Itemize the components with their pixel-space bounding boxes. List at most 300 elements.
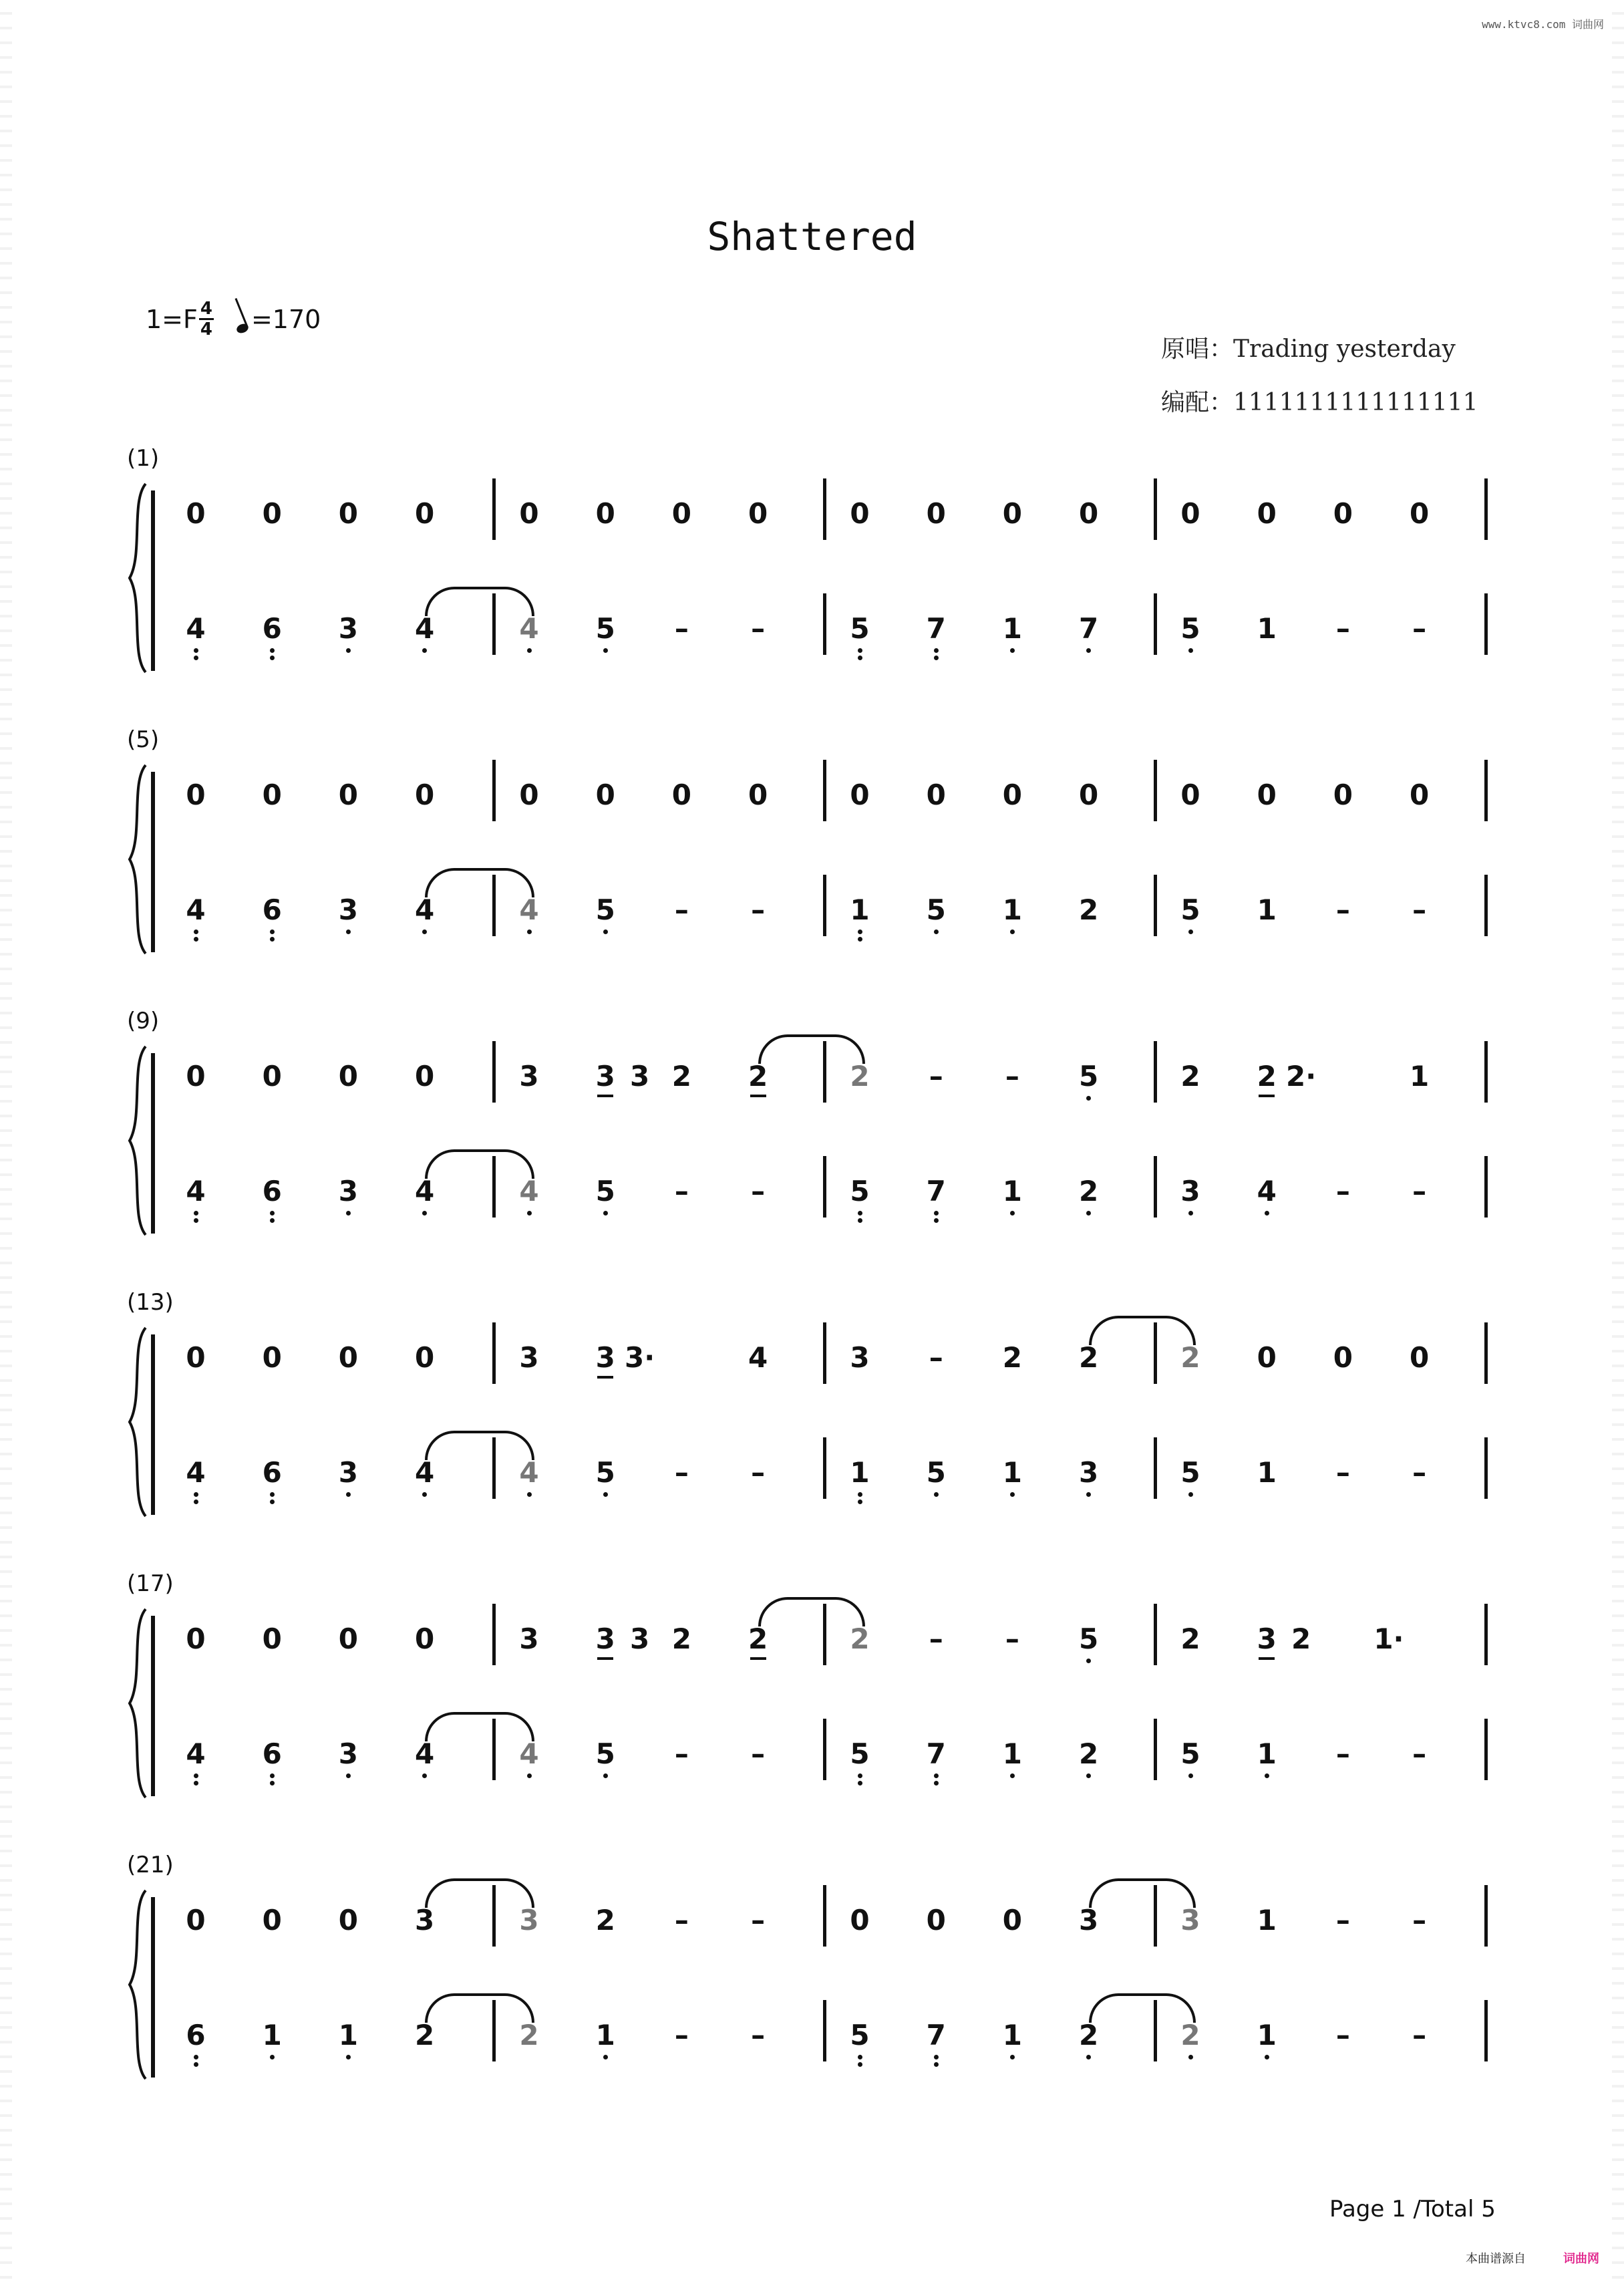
note-value: 0: [1180, 778, 1200, 811]
note-value: 2: [1078, 2019, 1099, 2051]
note-value: –: [929, 1341, 943, 1374]
low-octave-dot: [270, 2055, 275, 2059]
upper-note: [916, 778, 956, 812]
low-octave-dot: [1086, 1492, 1091, 1497]
note-value: 3: [595, 1341, 615, 1374]
low-octave-dot: [858, 2062, 862, 2067]
note-value: 0: [414, 1341, 435, 1374]
note-value: –: [1412, 1456, 1427, 1489]
note-value: –: [1005, 1060, 1019, 1093]
note-value: 2: [414, 2019, 435, 2051]
upper-note: [840, 1622, 880, 1656]
bottom-watermark-logo: 词曲网: [1563, 2252, 1599, 2266]
upper-note: [405, 1341, 445, 1375]
measure-number: (21): [127, 1852, 174, 1878]
note-value: 0: [926, 1904, 946, 1937]
note-value: 5: [595, 1737, 615, 1770]
barline: [1154, 478, 1157, 540]
upper-tie-slur: [425, 1878, 534, 1908]
lower-note: [1400, 1737, 1440, 1771]
note-value: 0: [850, 1904, 870, 1937]
low-octave-dot: [527, 1211, 532, 1216]
note-value: 0: [338, 1622, 358, 1655]
note-value: 5: [1180, 1456, 1200, 1489]
low-octave-dot: [194, 1773, 198, 1778]
barline: [1484, 760, 1488, 821]
upper-note: [1247, 1341, 1287, 1375]
barline: [492, 478, 496, 540]
lower-note: [405, 1456, 445, 1497]
lower-note: [738, 612, 778, 646]
low-octave-dot: [934, 1492, 939, 1497]
upper-note: [916, 1622, 956, 1656]
low-octave-dot: [1188, 1773, 1193, 1778]
low-octave-dot: [934, 648, 939, 653]
upper-note: [1323, 1341, 1363, 1375]
lower-note: [1400, 2019, 1440, 2052]
note-value: 4: [748, 1341, 768, 1374]
upper-note: [738, 497, 778, 531]
note-value: 1: [1257, 1904, 1277, 1937]
low-octave-dot: [1086, 1659, 1091, 1663]
barline: [823, 760, 826, 821]
lower-note: [1400, 612, 1440, 646]
note-value: 3: [850, 1341, 870, 1374]
low-octave-dot: [1086, 2055, 1091, 2059]
note-value: 2: [748, 1060, 768, 1093]
barline: [823, 1437, 826, 1499]
note-value: –: [1335, 1456, 1350, 1489]
low-octave-dot: [603, 1211, 608, 1216]
note-value: 3: [338, 1175, 358, 1207]
low-octave-dot: [1188, 2055, 1193, 2059]
note-value: 4: [519, 893, 539, 926]
note-value: 0: [1180, 497, 1200, 530]
upper-note: [620, 1341, 660, 1375]
note-value: 2: [1180, 1341, 1200, 1374]
low-octave-dot: [1086, 1773, 1091, 1778]
low-octave-dot: [346, 930, 351, 934]
note-value: 2: [850, 1622, 870, 1655]
note-value: 0: [338, 1904, 358, 1937]
note-value: –: [674, 1175, 689, 1207]
upper-note: [252, 1904, 292, 1937]
upper-note: [585, 778, 625, 812]
upper-note: [328, 1060, 368, 1093]
note-value: 3: [338, 612, 358, 645]
upper-note: [992, 1060, 1032, 1093]
upper-note: [840, 1904, 880, 1937]
note-value: 5: [850, 2019, 870, 2051]
upper-note: [252, 1060, 292, 1093]
note-value: 0: [186, 497, 206, 530]
upper-note: [176, 1341, 216, 1375]
upper-note: [176, 1060, 216, 1093]
note-value: 3: [1078, 1456, 1099, 1489]
note-value: 5: [595, 612, 615, 645]
lower-note: [509, 1456, 549, 1497]
note-value: –: [674, 2019, 689, 2051]
note-value: 3: [519, 1622, 539, 1655]
low-octave-dot: [934, 1211, 939, 1216]
note-value: 0: [338, 778, 358, 811]
upper-note: [1069, 1060, 1109, 1101]
note-value: 1: [1257, 2019, 1277, 2051]
low-octave-dot: [1188, 1492, 1193, 1497]
note-value: 0: [338, 1060, 358, 1093]
note-value: 0: [414, 1060, 435, 1093]
note-value: 4: [1257, 1175, 1277, 1207]
lower-note: [328, 1175, 368, 1216]
eighth-underline: [750, 1657, 766, 1660]
note-value: 0: [1409, 1341, 1430, 1374]
note-value: 7: [1078, 612, 1099, 645]
barline: [492, 760, 496, 821]
upper-note: [252, 778, 292, 812]
note-value: 1: [1002, 1175, 1022, 1207]
low-octave-dot: [194, 1781, 198, 1786]
barline: [1484, 1322, 1488, 1384]
low-octave-dot: [346, 2055, 351, 2059]
note-value: 6: [262, 1737, 282, 1770]
note-value: 0: [926, 497, 946, 530]
lower-note: [738, 893, 778, 927]
tempo-value: =170: [251, 304, 321, 334]
bottom-watermark-source: 本曲谱源自: [1466, 2252, 1526, 2266]
note-value: 0: [1333, 778, 1353, 811]
note-value: –: [1335, 1175, 1350, 1207]
note-value: 3: [338, 1737, 358, 1770]
upper-note: [840, 1060, 880, 1093]
note-value: 6: [262, 893, 282, 926]
note-value: 1: [1257, 893, 1277, 926]
barline: [823, 1322, 826, 1384]
lower-note: [916, 2019, 956, 2067]
upper-note: [916, 497, 956, 531]
low-octave-dot: [422, 930, 427, 934]
lower-note: [405, 612, 445, 653]
upper-note: [661, 1622, 701, 1656]
note-value: 1: [1002, 1737, 1022, 1770]
barline: [1154, 1041, 1157, 1103]
barline: [1484, 875, 1488, 936]
note-value: –: [751, 893, 766, 926]
upper-note: [1323, 778, 1363, 812]
low-octave-dot: [270, 1211, 275, 1216]
note-value: 3: [1257, 1622, 1277, 1655]
note-value: –: [1335, 612, 1350, 645]
note-value: 2·: [1285, 1060, 1317, 1093]
note-value: 5: [595, 1175, 615, 1207]
low-octave-dot: [346, 1492, 351, 1497]
system-start-line: [151, 1053, 155, 1234]
barline: [823, 2000, 826, 2061]
note-value: 0: [338, 497, 358, 530]
lower-note: [509, 612, 549, 653]
upper-note: [661, 1904, 701, 1937]
note-value: 0: [262, 778, 282, 811]
low-octave-dot: [603, 1773, 608, 1778]
note-value: –: [929, 1060, 943, 1093]
upper-note: [252, 1622, 292, 1656]
low-octave-dot: [934, 656, 939, 660]
note-value: 2: [1257, 1060, 1277, 1093]
lower-note: [661, 612, 701, 646]
upper-note: [1281, 1060, 1321, 1093]
upper-note: [405, 1622, 445, 1656]
note-value: 2: [1078, 1341, 1099, 1374]
lower-note: [176, 612, 216, 660]
barline: [1484, 1041, 1488, 1103]
low-octave-dot: [934, 2062, 939, 2067]
note-value: –: [1335, 893, 1350, 926]
upper-note: [916, 1060, 956, 1093]
measure-number: (17): [127, 1570, 174, 1597]
note-value: –: [751, 1456, 766, 1489]
note-value: 1: [1257, 612, 1277, 645]
note-value: 0: [1002, 778, 1022, 811]
key-signature: [146, 299, 321, 339]
upper-note: [1323, 497, 1363, 531]
lower-note: [1400, 1175, 1440, 1208]
note-value: 4: [519, 1175, 539, 1207]
note-value: 1: [1002, 2019, 1022, 2051]
upper-note: [1069, 1341, 1109, 1375]
low-octave-dot: [858, 2055, 862, 2059]
note-value: 0: [595, 778, 615, 811]
upper-note: [1400, 1904, 1440, 1937]
barline: [1484, 1604, 1488, 1665]
note-value: 0: [519, 778, 539, 811]
upper-note: [620, 1622, 660, 1656]
lower-note: [1170, 893, 1210, 934]
note-value: 5: [926, 893, 946, 926]
note-value: 0: [186, 1904, 206, 1937]
note-value: 5: [595, 1456, 615, 1489]
note-value: 1: [1257, 1737, 1277, 1770]
note-value: 2: [1078, 1175, 1099, 1207]
low-octave-dot: [1188, 1211, 1193, 1216]
lower-note: [252, 1175, 292, 1223]
upper-note: [840, 1341, 880, 1375]
low-octave-dot: [934, 2055, 939, 2059]
note-value: 2: [850, 1060, 870, 1093]
upper-note: [1247, 1904, 1287, 1937]
low-octave-dot: [194, 930, 198, 934]
upper-note: [1069, 497, 1109, 531]
low-octave-dot: [1010, 930, 1015, 934]
upper-note: [992, 497, 1032, 531]
lower-note: [252, 1737, 292, 1786]
note-value: 0: [186, 1622, 206, 1655]
lower-note: [661, 1456, 701, 1489]
low-octave-dot: [858, 648, 862, 653]
lower-note: [1170, 1737, 1210, 1778]
lower-note: [405, 2019, 445, 2052]
score-title: Shattered: [707, 214, 917, 259]
low-octave-dot: [603, 1492, 608, 1497]
lower-note: [1069, 893, 1109, 927]
lower-note: [1170, 612, 1210, 653]
upper-note: [1069, 778, 1109, 812]
low-octave-dot: [1086, 648, 1091, 653]
note-value: 2: [748, 1622, 768, 1655]
lower-note: [405, 893, 445, 934]
barline: [823, 478, 826, 540]
low-octave-dot: [603, 930, 608, 934]
upper-tie-slur: [1089, 1316, 1196, 1345]
low-octave-dot: [858, 1500, 862, 1504]
note-value: 5: [850, 612, 870, 645]
note-value: 1: [262, 2019, 282, 2051]
note-value: 2: [1180, 1060, 1200, 1093]
lower-note: [1247, 1737, 1287, 1778]
lower-note: [176, 893, 216, 942]
lower-tie-slur: [1089, 1993, 1196, 2023]
lower-note: [509, 2019, 549, 2052]
low-octave-dot: [346, 648, 351, 653]
lower-note: [916, 893, 956, 934]
note-value: 1: [1002, 893, 1022, 926]
low-octave-dot: [858, 930, 862, 934]
upper-note: [1400, 1060, 1440, 1093]
barline: [1154, 875, 1157, 936]
lower-tie-slur: [425, 1149, 534, 1179]
note-value: 6: [262, 1456, 282, 1489]
original-singer: 原唱：Trading yesterday: [1161, 335, 1456, 363]
note-value: 3: [519, 1060, 539, 1093]
note-value: –: [674, 1904, 689, 1937]
lower-note: [252, 2019, 292, 2059]
lower-note: [585, 893, 625, 934]
note-value: 3: [338, 893, 358, 926]
low-octave-dot: [858, 1492, 862, 1497]
low-octave-dot: [422, 1492, 427, 1497]
note-value: 4: [414, 1456, 435, 1489]
barline: [1154, 1437, 1157, 1499]
low-octave-dot: [858, 937, 862, 942]
note-value: –: [1412, 1737, 1427, 1770]
score-system: [0, 1570, 1624, 1798]
score-system: [0, 1852, 1624, 2079]
note-value: 3: [519, 1904, 539, 1937]
upper-note: [252, 497, 292, 531]
note-value: –: [674, 1737, 689, 1770]
system-start-line: [151, 1616, 155, 1796]
upper-note: [176, 778, 216, 812]
low-octave-dot: [194, 1492, 198, 1497]
system-start-line: [151, 490, 155, 671]
low-octave-dot: [603, 2055, 608, 2059]
low-octave-dot: [1265, 2055, 1269, 2059]
lower-note: [509, 1737, 549, 1778]
lower-note: [328, 1456, 368, 1497]
upper-note: [992, 1904, 1032, 1937]
barline: [1484, 2000, 1488, 2061]
top-watermark: www.ktvc8.com 词曲网: [1482, 18, 1604, 31]
lower-note: [738, 1737, 778, 1771]
note-value: –: [1335, 1737, 1350, 1770]
note-value: 2: [1078, 1737, 1099, 1770]
upper-note: [1400, 497, 1440, 531]
note-value: 3: [629, 1622, 650, 1655]
lower-note: [661, 2019, 701, 2052]
upper-note: [620, 1060, 660, 1093]
low-octave-dot: [422, 648, 427, 653]
low-octave-dot: [934, 930, 939, 934]
upper-note: [509, 1622, 549, 1656]
low-octave-dot: [858, 1211, 862, 1216]
note-value: 0: [1333, 497, 1353, 530]
note-value: 1: [338, 2019, 358, 2051]
lower-note: [840, 612, 880, 660]
lower-note: [661, 1737, 701, 1771]
upper-note: [176, 497, 216, 531]
note-value: 0: [1002, 497, 1022, 530]
barline: [1484, 593, 1488, 655]
note-value: –: [1412, 2019, 1427, 2051]
upper-note: [328, 1904, 368, 1937]
barline: [1154, 1156, 1157, 1218]
note-value: 4: [186, 1737, 206, 1770]
upper-note: [509, 1341, 549, 1375]
note-value: 4: [519, 1737, 539, 1770]
barline: [1484, 1719, 1488, 1780]
measure-number: (5): [127, 726, 160, 753]
lower-note: [992, 612, 1032, 653]
note-value: 0: [1078, 778, 1099, 811]
upper-note: [509, 497, 549, 531]
upper-note: [738, 1904, 778, 1937]
note-value: 5: [850, 1737, 870, 1770]
upper-note: [738, 1622, 778, 1660]
lower-note: [1323, 612, 1363, 646]
low-octave-dot: [422, 1211, 427, 1216]
upper-note: [176, 1622, 216, 1656]
low-octave-dot: [858, 1773, 862, 1778]
note-value: 7: [926, 1737, 946, 1770]
note-value: 0: [186, 778, 206, 811]
low-octave-dot: [858, 1781, 862, 1786]
note-value: 2: [1291, 1622, 1311, 1655]
note-value: 5: [1180, 893, 1200, 926]
note-value: 4: [186, 893, 206, 926]
note-value: 4: [186, 612, 206, 645]
upper-tie-slur: [758, 1034, 865, 1064]
barline: [1154, 1719, 1157, 1780]
note-value: 0: [414, 497, 435, 530]
low-octave-dot: [270, 656, 275, 660]
note-value: 3: [595, 1060, 615, 1093]
upper-note: [738, 1341, 778, 1375]
lower-note: [1323, 2019, 1363, 2052]
note-value: –: [751, 612, 766, 645]
eighth-underline: [597, 1657, 613, 1660]
barline: [823, 875, 826, 936]
lower-note: [509, 1175, 549, 1216]
note-value: 7: [926, 1175, 946, 1207]
note-value: –: [1335, 1904, 1350, 1937]
low-octave-dot: [1010, 2055, 1015, 2059]
low-octave-dot: [194, 648, 198, 653]
note-value: 4: [186, 1456, 206, 1489]
upper-note: [738, 778, 778, 812]
low-octave-dot: [934, 1218, 939, 1223]
barline: [1484, 1156, 1488, 1218]
note-value: –: [674, 893, 689, 926]
note-value: 1·: [1373, 1622, 1404, 1655]
upper-tie-slur: [1089, 1878, 1196, 1908]
